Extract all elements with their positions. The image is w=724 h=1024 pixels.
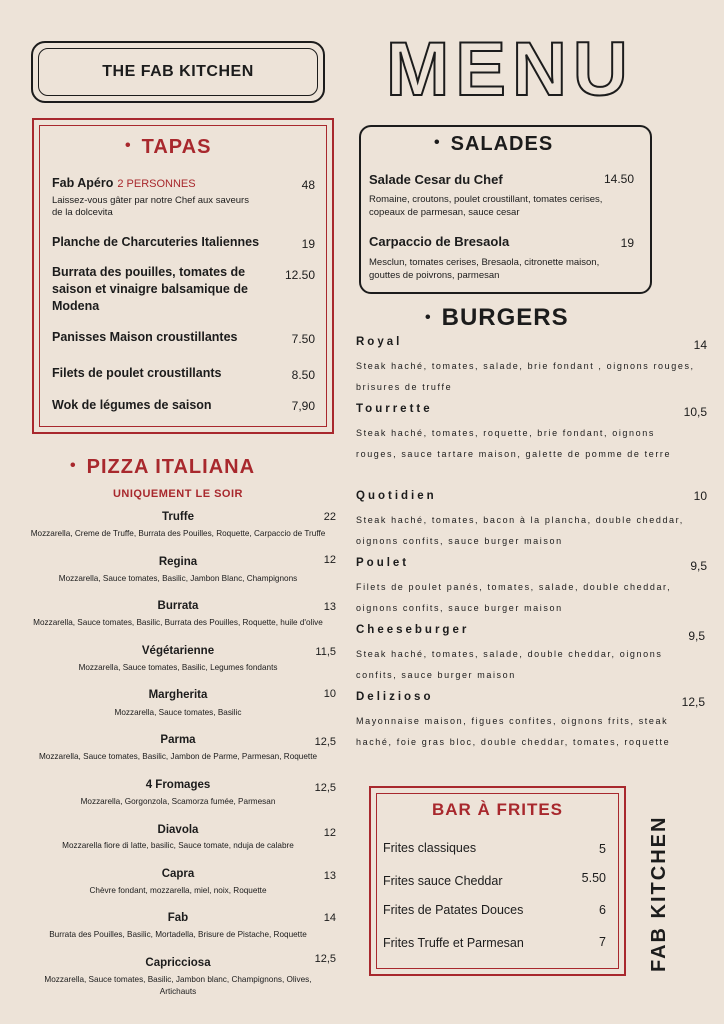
burger-item-price: 12,5 — [681, 695, 705, 709]
burger-item-price: 10 — [693, 489, 707, 503]
pizza-item-desc: Mozzarella, Sauce tomates, Basilic, Jambon Blanc, Champignons — [58, 574, 298, 583]
frites-item-name: Frites classiques — [383, 841, 477, 855]
pizza-item-name: Fab — [167, 912, 189, 924]
tapas-item-name: Burrata des pouilles, tomates de saison et vinaigre balsamique de Modena — [52, 265, 248, 313]
pizza-subheading: UNIQUEMENT LE SOIR — [112, 488, 243, 500]
frites-item-name: Frites sauce Cheddar — [383, 874, 503, 888]
pizza-item-desc: Mozzarella, Sauce tomates, Basilic, Legumes fondants — [78, 663, 278, 672]
burger-item-name: Poulet — [356, 557, 410, 569]
frites-item-name: Frites Truffe et Parmesan — [383, 936, 524, 950]
pizza-item-name: Capra — [161, 868, 195, 880]
pizza-item-price: 11,5 — [315, 646, 336, 658]
tapas-item-price: 7.50 — [291, 332, 315, 346]
brand-box — [31, 41, 325, 103]
tapas-item-price: 7,90 — [291, 399, 315, 413]
pizza-item-name: Margherita — [148, 689, 208, 701]
burger-item-price: 9,5 — [688, 629, 705, 643]
frites-item-price: 5 — [599, 842, 606, 856]
pizza-item-name: Burrata — [157, 600, 199, 612]
tapas-heading: • TAPAS — [125, 136, 211, 159]
burger-item-price: 10,5 — [683, 405, 707, 419]
pizza-item-price: 13 — [323, 601, 336, 613]
tapas-item-name: Fab Apéro 2 PERSONNES — [52, 176, 196, 190]
pizza-item-price: 12,5 — [314, 782, 336, 794]
tapas-item-tag: 2 PERSONNES — [117, 178, 196, 190]
pizza-item-name: Parma — [160, 734, 196, 746]
pizza-item-price: 22 — [323, 511, 336, 523]
burger-item-price: 9,5 — [690, 559, 707, 573]
tapas-item-desc: Laissez-vous gâter par notre Chef aux saveurs de la dolcevita — [52, 195, 249, 218]
pizza-item-name: Regina — [158, 556, 198, 568]
pizza-item-price: 10 — [323, 688, 336, 700]
brand-name: THE FAB KITCHEN — [102, 63, 254, 80]
pizza-item-price: 12,5 — [314, 736, 336, 748]
frites-item-price: 6 — [599, 903, 606, 917]
frites-item-price: 5.50 — [581, 871, 606, 885]
burger-item-name: Royal — [356, 336, 403, 348]
menu-title: MENU — [386, 27, 634, 112]
frites-item-name: Frites de Patates Douces — [383, 903, 524, 917]
burgers-heading: • BURGERS — [425, 304, 569, 332]
burger-item-name: Quotidien — [356, 490, 437, 502]
burger-item-price: 14 — [693, 338, 707, 352]
pizza-item-desc: Mozzarella, Sauce tomates, Basilic, Jambon de Parme, Parmesan, Roquette — [38, 752, 318, 761]
salade-item-price: 14.50 — [603, 172, 634, 186]
salade-item-desc: Romaine, croutons, poulet croustillant, tomates cerises, copeaux de parmesan, sauce cesar — [369, 194, 603, 218]
salades-heading: • SALADES — [434, 133, 553, 156]
burger-item-desc: Mayonnaise maison, figues confites, oignons frits, steak haché, foie gras bloc, double cheddar, tomates, roquette — [356, 716, 671, 747]
salade-item-desc: Mesclun, tomates cerises, Bresaola, citronette maison, gouttes de poivrons, parmesan — [369, 257, 600, 281]
pizza-item-name: 4 Fromages — [145, 779, 211, 791]
pizza-heading: • PIZZA ITALIANA — [70, 456, 255, 479]
pizza-item-desc: Mozzarella fiore di latte, basilic, Sauce tomate, nduja de calabre — [62, 841, 294, 850]
frites-heading: BAR À FRITES — [432, 800, 563, 819]
burger-item-desc: Steak haché, tomates, bacon à la plancha, double cheddar, oignons confits, sauce burger maison — [356, 515, 684, 546]
salade-item-price: 19 — [620, 236, 634, 250]
pizza-item-desc: Mozzarella, Sauce tomates, Basilic, Jambon blanc, Champignons, Olives, Artichauts — [44, 975, 312, 996]
pizza-item-desc: Mozzarella, Sauce tomates, Basilic, Burrata des Pouilles, Roquette, huile d'olive — [33, 618, 323, 627]
salade-item-name: Carpaccio de Bresaola — [369, 234, 510, 249]
pizza-item-price: 12,5 — [314, 953, 336, 965]
pizza-item-price: 12 — [323, 554, 336, 566]
pizza-item-price: 14 — [323, 912, 336, 924]
pizza-item-name: Capricciosa — [145, 957, 211, 969]
pizza-item-name: Truffe — [162, 511, 194, 523]
pizza-item-name: Diavola — [157, 824, 199, 836]
tapas-item-price: 48 — [301, 178, 315, 192]
tapas-item-name: Filets de poulet croustillants — [52, 366, 222, 380]
tapas-item-name: Panisses Maison croustillantes — [52, 330, 238, 344]
burger-item-name: Cheeseburger — [356, 624, 470, 636]
burger-item-desc: Filets de poulet panés, tomates, salade, double cheddar, oignons confits, sauce burger maison — [356, 582, 672, 613]
burger-item-desc: Steak haché, tomates, roquette, brie fondant, oignons rouges, sauce tartare maison, galette de pomme de terre — [356, 428, 672, 459]
burger-item-desc: Steak haché, tomates, salade, brie fondant , oignons rouges, brisures de truffe — [356, 361, 695, 392]
pizza-item-desc: Mozzarella, Sauce tomates, Basilic — [114, 708, 242, 717]
pizza-item-price: 13 — [323, 870, 336, 882]
frites-item-price: 7 — [599, 935, 606, 949]
tapas-item-name: Planche de Charcuteries Italiennes — [52, 235, 260, 249]
burger-item-name: Tourrette — [356, 403, 433, 415]
tapas-item-price: 8.50 — [291, 368, 315, 382]
side-brand-text: FAB KITCHEN — [648, 815, 670, 972]
tapas-item-name: Wok de légumes de saison — [52, 398, 212, 412]
pizza-item-desc: Burrata des Pouilles, Basilic, Mortadella, Brisure de Pistache, Roquette — [49, 930, 307, 939]
pizza-item-price: 12 — [323, 827, 336, 839]
burger-item-name: Delizioso — [356, 691, 434, 703]
salade-item-name: Salade Cesar du Chef — [369, 172, 503, 187]
tapas-item-price: 12.50 — [284, 268, 315, 282]
tapas-item-price: 19 — [301, 237, 315, 251]
side-brand-label — [636, 800, 696, 980]
pizza-item-desc: Mozzarella, Creme de Truffe, Burrata des Pouilles, Roquette, Carpaccio de Truffe — [30, 529, 326, 538]
pizza-item-desc: Mozzarella, Gorgonzola, Scamorza fumée, Parmesan — [80, 797, 276, 806]
pizza-item-desc: Chèvre fondant, mozzarella, miel, noix, Roquette — [89, 886, 267, 895]
burger-item-desc: Steak haché, tomates, salade, double cheddar, oignons confits, sauce burger maison — [356, 649, 663, 680]
pizza-item-name: Végétarienne — [141, 645, 215, 657]
